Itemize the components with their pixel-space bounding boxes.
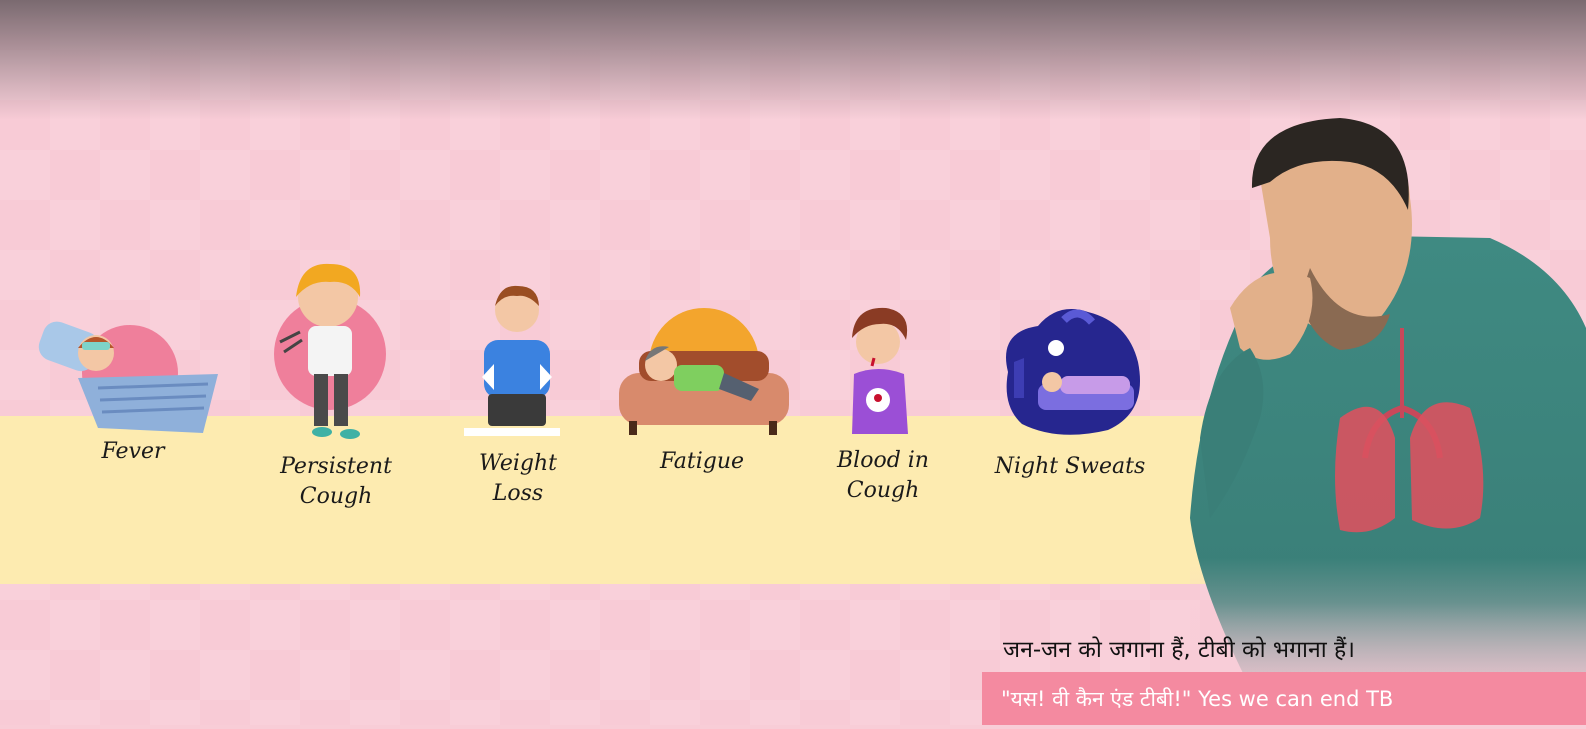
cough-illustration-icon xyxy=(270,262,390,447)
symptom-label: Fever xyxy=(101,439,165,464)
hindi-tagline: जन-जन को जगाना हैं, टीबी को भगाना हैं। xyxy=(1003,637,1355,663)
fatigue-illustration-icon xyxy=(619,303,789,441)
top-shade xyxy=(0,0,1586,120)
night-sweats-illustration-icon xyxy=(998,302,1143,438)
symptom-blood-in-cough xyxy=(842,302,922,442)
symptom-label: Fatigue xyxy=(659,449,745,474)
fever-illustration-icon xyxy=(38,318,228,438)
symptom-label: Blood in Cough xyxy=(837,448,929,503)
symptom-weight-loss xyxy=(462,282,572,440)
english-tagline: "यस! वी कैन एंड टीबी!" Yes we can end TB xyxy=(1001,687,1394,711)
symptom-label: Persistent Cough xyxy=(280,454,392,509)
symptom-persistent-cough xyxy=(270,262,390,447)
symptom-fatigue xyxy=(619,303,789,441)
symptom-label: Weight Loss xyxy=(479,451,557,506)
blood-cough-illustration-icon xyxy=(842,302,922,442)
symptom-fever xyxy=(38,318,228,438)
symptom-night-sweats xyxy=(998,302,1143,438)
weight-loss-illustration-icon xyxy=(462,282,572,440)
symptom-label: Night Sweats xyxy=(994,454,1146,479)
